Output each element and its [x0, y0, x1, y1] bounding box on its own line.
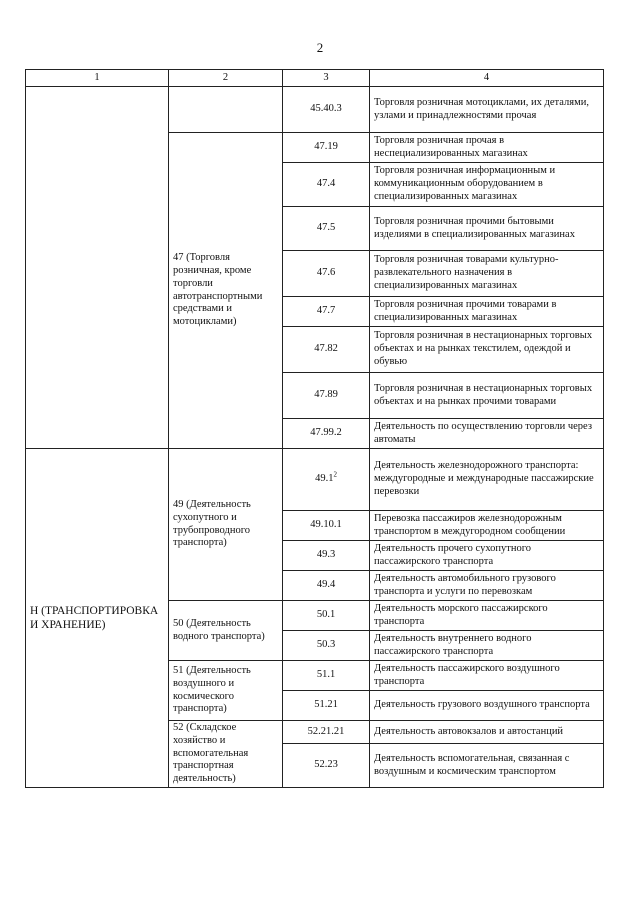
- table-row: [26, 449, 604, 511]
- group-label-cell: 52 (Складское хозяйство и вспомогательная транспортная деятельность): [169, 721, 283, 788]
- code-cell: [283, 297, 370, 327]
- description-cell: Деятельность железнодорожного транспорта: междугородные и международные пассажирские перевозки: [370, 449, 604, 511]
- code-text: 47.7: [316, 305, 336, 317]
- description-cell: Деятельность внутреннего водного пассажирского транспорта: [370, 631, 604, 661]
- code-cell: [283, 373, 370, 419]
- description-cell: Деятельность автомобильного грузового транспорта и услуги по перевозкам: [370, 571, 604, 601]
- code-text: 52.21.21: [307, 725, 345, 737]
- column-header-3: 3: [283, 70, 370, 87]
- column-header-1: 1: [26, 70, 169, 87]
- description-cell: Деятельность вспомогательная, связанная с воздушным и космическим транспортом: [370, 744, 604, 788]
- header-row: [26, 70, 604, 87]
- code-cell: [283, 571, 370, 601]
- code-text: 50.1: [316, 609, 336, 621]
- description-cell: Деятельность по осуществлению торговли через автоматы: [370, 419, 604, 449]
- code-text: 47.4: [316, 178, 336, 190]
- code-text: 51.1: [316, 669, 336, 681]
- description-cell: Перевозка пассажиров железнодорожным транспортом в междугородном сообщении: [370, 511, 604, 541]
- column-header-4: 4: [370, 70, 604, 87]
- code-cell: [283, 631, 370, 661]
- code-cell: [283, 661, 370, 691]
- code-cell: [283, 601, 370, 631]
- description-cell: Деятельность прочего сухопутного пассажирского транспорта: [370, 541, 604, 571]
- code-text: 47.6: [316, 267, 336, 279]
- code-cell: [283, 419, 370, 449]
- code-cell: [283, 721, 370, 744]
- description-cell: Торговля розничная мотоциклами, их деталями, узлами и принадлежностями прочая: [370, 87, 604, 133]
- code-text: 49.10.1: [310, 519, 342, 531]
- code-text: 47.99.2: [310, 427, 342, 439]
- group-label-cell: 49 (Деятельность сухопутного и трубопроводного транспорта): [169, 449, 283, 601]
- description-cell: Деятельность пассажирского воздушного транспорта: [370, 661, 604, 691]
- code-cell: [283, 449, 370, 511]
- description-cell: Торговля розничная информационным и коммуникационным оборудованием в специализированных магазинах: [370, 163, 604, 207]
- description-cell: Деятельность морского пассажирского транспорта: [370, 601, 604, 631]
- group-label-cell: [169, 87, 283, 133]
- code-text: 52.23: [314, 759, 338, 771]
- code-text: 47.5: [316, 222, 336, 234]
- description-cell: Торговля розничная прочими товарами в специализированных магазинах: [370, 297, 604, 327]
- code-cell: [283, 87, 370, 133]
- code-text: 49.1: [315, 473, 334, 485]
- group-label-cell: 47 (Торговля розничная, кроме торговли автотранспортными средствами и мотоциклами): [169, 133, 283, 449]
- group-label-cell: 51 (Деятельность воздушного и космического транспорта): [169, 661, 283, 721]
- description-cell: Торговля розничная в нестационарных торговых объектах и на рынках текстилем, одеждой и обувью: [370, 327, 604, 373]
- code-cell: [283, 744, 370, 788]
- code-text: 47.19: [314, 141, 338, 153]
- code-text: 50.3: [316, 639, 336, 651]
- code-cell: [283, 327, 370, 373]
- code-text: 47.82: [314, 343, 338, 355]
- description-cell: Торговля розничная в нестационарных торговых объектах и на рынках прочими товарами: [370, 373, 604, 419]
- section-cell: [26, 87, 169, 449]
- description-cell: Деятельность автовокзалов и автостанций: [370, 721, 604, 744]
- code-cell: [283, 541, 370, 571]
- column-header-2: 2: [169, 70, 283, 87]
- section-cell: Н (ТРАНСПОРТИРОВКА И ХРАНЕНИЕ): [26, 449, 169, 788]
- description-cell: Торговля розничная товарами культурно-развлекательного назначения в специализированных магазинах: [370, 251, 604, 297]
- okved-table: [25, 69, 604, 788]
- code-cell: [283, 163, 370, 207]
- description-cell: Торговля розничная прочими бытовыми изделиями в специализированных магазинах: [370, 207, 604, 251]
- code-cell: [283, 691, 370, 721]
- code-cell: [283, 207, 370, 251]
- code-cell: [283, 133, 370, 163]
- code-superscript: 2: [333, 470, 337, 479]
- code-text: 49.3: [316, 549, 336, 561]
- code-text: 45.40.3: [310, 103, 342, 115]
- group-label-cell: 50 (Деятельность водного транспорта): [169, 601, 283, 661]
- code-text: 51.21: [314, 699, 338, 711]
- code-cell: [283, 251, 370, 297]
- code-text: 47.89: [314, 389, 338, 401]
- description-cell: Деятельность грузового воздушного транспорта: [370, 691, 604, 721]
- description-cell: Торговля розничная прочая в неспециализированных магазинах: [370, 133, 604, 163]
- code-text: 49.4: [316, 579, 336, 591]
- code-cell: [283, 511, 370, 541]
- page-number: 2: [316, 40, 324, 55]
- table-row: [26, 87, 604, 133]
